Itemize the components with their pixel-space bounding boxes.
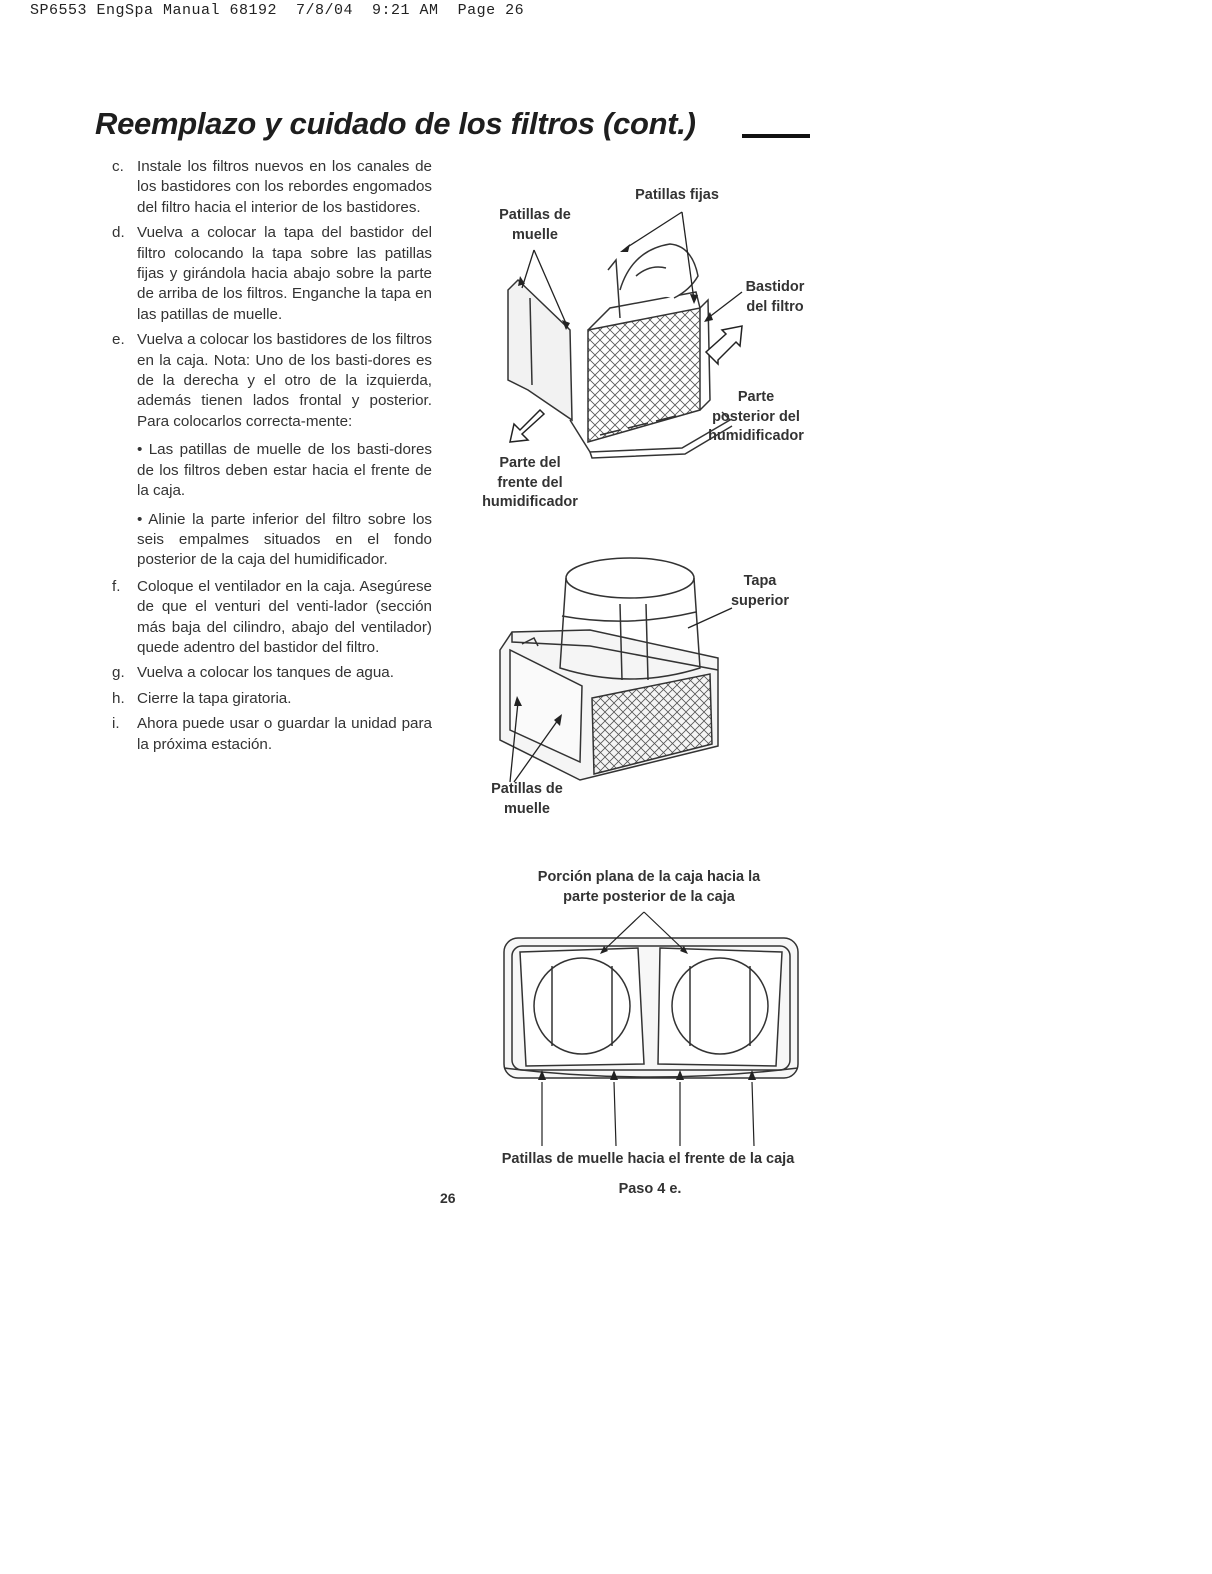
instruction-steps: [112, 157, 432, 760]
caption-flat-portion: Porción plana de la caja hacia la parte posterior de la caja: [537, 869, 761, 905]
step-letter: h.: [112, 689, 125, 707]
step-letter: c.: [112, 158, 124, 175]
label-filter-frame: Bastidor del filtro: [745, 279, 805, 315]
step-text: Cierre la tapa giratoria.: [137, 689, 292, 707]
step-text: Coloque el ventilador en la caja. Asegúrese de que el venturi del venti-lador (sección más baja del cilindro, abajo del ventilador) quede adentro del bastidor del filtro.: [137, 577, 432, 656]
step-text: Vuelva a colocar los bastidores de los filtros en la caja. Nota: Uno de los basti-dores es de la derecha y el otro de la izquierda, además tienen lados frontal y posterior. Para colocarlos correcta-mente:: [137, 331, 432, 430]
step-text: Ahora puede usar o guardar la unidad para la próxima estación.: [137, 715, 432, 753]
sub-point-align-filter: • Alinie la parte inferior del filtro sobre los seis empalmes situados en el fondo posterior de la caja del humidificador.: [137, 510, 432, 569]
step-text: Instale los filtros nuevos en los canales de los bastidores con los rebordes engomados del filtro hacia el interior de los bastidores.: [137, 158, 432, 216]
caption-step: Paso 4 e.: [618, 1181, 682, 1197]
step-d: [112, 223, 432, 325]
step-i: [112, 714, 432, 755]
label-spring-tabs-2: Patillas de muelle: [491, 781, 563, 817]
label-fixed-tabs: Patillas fijas: [635, 187, 719, 203]
step-text: Vuelva a colocar los tanques de agua.: [137, 664, 394, 682]
step-letter: e.: [112, 331, 125, 349]
title-rule: [742, 134, 810, 138]
label-top-cover: Tapa superior: [730, 573, 789, 609]
step-g: [112, 663, 432, 683]
filter-frame-figure: [460, 180, 820, 520]
label-front: Parte del frente del humidificador: [482, 455, 578, 510]
humidifier-fan-figure: [470, 550, 810, 830]
step-text: Vuelva a colocar la tapa del bastidor del filtro colocando la tapa sobre las patillas fijas y girándola hacia abajo sobre la parte de arriba de los filtros. Enganche la tapa en las patillas de muelle.: [137, 224, 432, 323]
step-letter: f.: [112, 577, 121, 595]
step-c: [112, 157, 432, 218]
rear-arrow-icon: [706, 326, 742, 364]
step-letter: i.: [112, 715, 120, 733]
front-arrow-icon: [510, 410, 544, 442]
label-rear: Parte posterior del humidificador: [708, 389, 804, 444]
case-top-view-illustration: [498, 908, 804, 1154]
step-e: [112, 330, 432, 432]
step-h: [112, 689, 432, 709]
caption-spring-tabs-front: Patillas de muelle hacia el frente de la caja: [501, 1151, 795, 1167]
page-number: 26: [440, 1190, 456, 1206]
page-header: SP6553 EngSpa Manual 68192 7/8/04 9:21 AM Page 26: [30, 2, 525, 19]
case-top-view-figure: [498, 908, 804, 1154]
step-letter: g.: [112, 664, 125, 682]
step-letter: d.: [112, 224, 125, 242]
sub-point-spring-tabs: • Las patillas de muelle de los basti-dores de los filtros deben estar hacia el frente de la caja.: [137, 441, 432, 500]
label-spring-tabs: Patillas de muelle: [499, 207, 571, 243]
page-title: Reemplazo y cuidado de los filtros (cont.): [95, 106, 696, 141]
step-f: [112, 577, 432, 659]
